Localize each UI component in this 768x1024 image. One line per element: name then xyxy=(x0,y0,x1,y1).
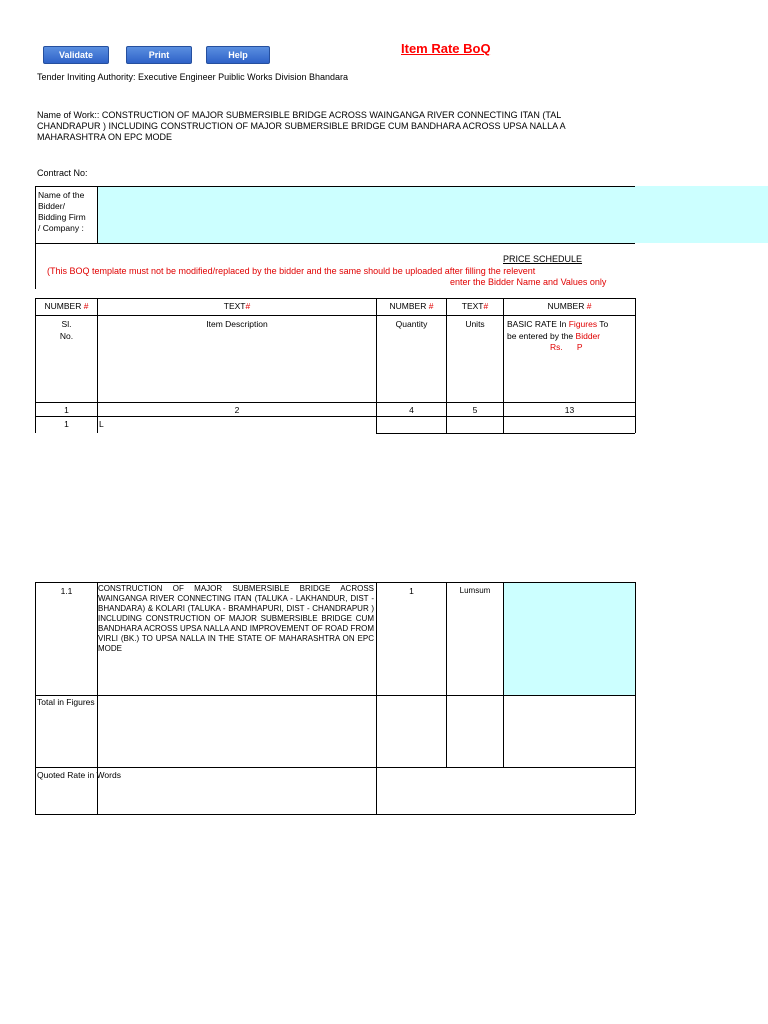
col-type-desc: TEXT# xyxy=(223,301,251,311)
col-units: Units xyxy=(465,319,485,329)
col-num-4: 4 xyxy=(409,405,414,415)
quoted-rate-in-words-label: Quoted Rate in Words xyxy=(37,770,121,780)
rate-input[interactable] xyxy=(504,583,635,695)
help-button[interactable]: Help xyxy=(206,46,270,64)
col-sl-no-2: No. xyxy=(59,331,74,341)
col-type-sl: NUMBER # xyxy=(44,301,89,311)
bidder-label-2: Bidder/ xyxy=(38,201,65,211)
col-type-units: TEXT# xyxy=(461,301,489,311)
col-sl-no-1: Sl. xyxy=(61,319,72,329)
col-rate-1: BASIC RATE In Figures To xyxy=(507,319,609,329)
contract-no-label: Contract No: xyxy=(37,168,88,178)
page-title: Item Rate BoQ xyxy=(401,41,491,56)
col-num-1: 1 xyxy=(64,405,69,415)
row11-units: Lumsum xyxy=(459,586,491,595)
bidder-label-1: Name of the xyxy=(38,190,85,200)
row11-desc: CONSTRUCTION OF MAJOR SUBMERSIBLE BRIDGE ACROSS WAINGANGA RIVER CONNECTING ITAN (TALUKA - LAKHANDUR, DIST - BHANDARA) & KOLARI (TALUKA - BRAMHAPURI, DIST - CHANDRAPUR ) INCLUDING CONSTRUCTION OF MAJOR SUBMERSIBLE BRIDGE CUM BANDHARA ACROSS UPSA NALLA AND IMPROVEMENT OF ROAD FROM VIRLI (BK.) TO UPSA NALLA IN THE STATE OF MAHARASHTRA ON EPC MODE xyxy=(98,584,374,653)
col-num-13: 13 xyxy=(564,405,575,415)
name-of-work-line3: MAHARASHTRA ON EPC MODE xyxy=(37,132,173,142)
validate-button[interactable]: Validate xyxy=(43,46,109,64)
name-of-work-line1: Name of Work:: CONSTRUCTION OF MAJOR SUBMERSIBLE BRIDGE ACROSS WAINGANGA RIVER CONNECTING ITAN (TAL xyxy=(37,110,562,120)
tender-authority: Tender Inviting Authority: Executive Engineer Puiblic Works Division Bhandara xyxy=(37,72,348,82)
name-of-work-line2: CHANDRAPUR ) INCLUDING CONSTRUCTION OF MAJOR SUBMERSIBLE BRIDGE CUM BANDHARA ACROSS UPSA NALLA A xyxy=(37,121,566,131)
price-schedule-heading: PRICE SCHEDULE xyxy=(503,254,583,264)
bidder-name-input[interactable] xyxy=(98,186,768,243)
col-rate-3: Rs. P xyxy=(550,342,583,352)
bidder-label-4: / Company : xyxy=(38,223,84,233)
price-schedule-note-1: (This BOQ template must not be modified/replaced by the bidder and the same should be uploaded after filling the relevent xyxy=(47,266,536,276)
col-type-rate: NUMBER # xyxy=(547,301,592,311)
col-quantity: Quantity xyxy=(395,319,428,329)
row11-sl: 1.1 xyxy=(60,586,73,596)
print-button[interactable]: Print xyxy=(126,46,192,64)
col-item-description: Item Description xyxy=(206,319,268,329)
col-num-2: 2 xyxy=(234,405,240,415)
bidder-label-3: Bidding Firm xyxy=(38,212,86,222)
col-num-5: 5 xyxy=(472,405,478,415)
total-in-figures-label: Total in Figures xyxy=(37,697,95,707)
price-schedule-note-2: enter the Bidder Name and Values only xyxy=(450,277,607,287)
row1-desc: L xyxy=(99,419,104,429)
col-rate-2: be entered by the Bidder xyxy=(507,331,601,341)
row11-quantity: 1 xyxy=(409,586,414,596)
col-type-qty: NUMBER # xyxy=(389,301,434,311)
row1-sl: 1 xyxy=(64,419,69,429)
